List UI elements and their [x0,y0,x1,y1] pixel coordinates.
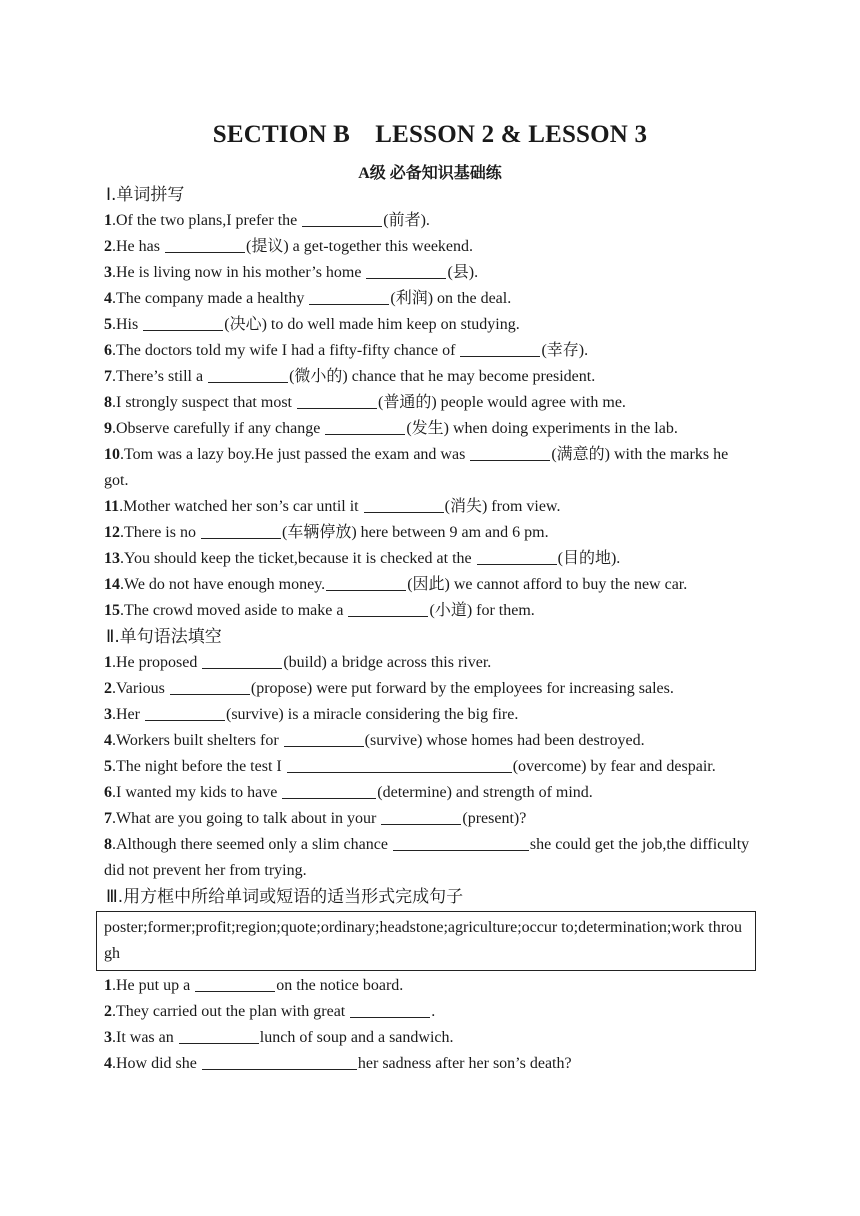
question-number: 2 [104,1003,112,1020]
answer-blank[interactable] [364,496,444,513]
question-number: 13 [104,550,120,567]
question-text: .Workers built shelters for [112,732,283,749]
section-heading-word-box: Ⅲ.用方框中所给单词或短语的适当形式完成句子 [106,887,464,907]
question-item [104,780,756,806]
answer-blank[interactable] [165,236,245,253]
question-text: .He proposed [112,654,202,671]
question-text: .He put up a [112,977,195,994]
answer-blank[interactable] [208,366,288,383]
question-item [104,728,756,754]
question-text: .What are you going to talk about in your [112,810,381,827]
answer-blank[interactable] [302,210,382,227]
answer-blank[interactable] [202,652,282,669]
question-number: 5 [104,316,112,333]
question-text: .How did she [112,1055,201,1072]
question-number: 5 [104,758,112,775]
answer-blank[interactable] [470,444,550,461]
question-number: 8 [104,836,112,853]
question-item [104,1025,756,1051]
question-item [104,546,756,572]
question-text: (发生) when doing experiments in the lab. [406,420,678,437]
question-text: .Her [112,706,144,723]
question-text: .There is no [120,524,200,541]
question-text: .We do not have enough money. [120,576,326,593]
question-item [104,364,756,390]
question-text: lunch of soup and a sandwich. [259,1029,454,1046]
question-item [104,312,756,338]
question-text: .Of the two plans,I prefer the [112,212,302,229]
question-text: (determine) and strength of mind. [377,784,593,801]
question-number: 15 [104,602,120,619]
question-number: 4 [104,1055,112,1072]
answer-blank[interactable] [201,522,281,539]
worksheet-content [104,182,756,1077]
question-number: 3 [104,1029,112,1046]
question-text: .He is living now in his mother’s home [112,264,366,281]
question-item [104,702,756,728]
question-text: (决心) to do well made him keep on studying. [224,316,520,333]
question-text: (propose) were put forward by the employees for increasing sales. [250,680,674,697]
question-text: (present)? [462,810,527,827]
question-number: 2 [104,680,112,697]
question-item [104,260,756,286]
question-number: 4 [104,290,112,307]
question-item [104,390,756,416]
question-number: 1 [104,212,112,229]
question-item [104,650,756,676]
question-number: 3 [104,706,112,723]
question-text: .The doctors told my wife I had a fifty-fifty chance of [112,342,460,359]
question-text: .I wanted my kids to have [112,784,282,801]
answer-blank[interactable] [284,730,364,747]
question-number: 7 [104,810,112,827]
question-number: 9 [104,420,112,437]
question-number: 10 [104,446,120,463]
question-item [104,676,756,702]
question-item [104,598,756,624]
question-item [104,286,756,312]
section-heading-spelling: Ⅰ.单词拼写 [106,185,185,205]
question-item [104,442,756,494]
question-text: .They carried out the plan with great [112,1003,350,1020]
question-text: (车辆停放) here between 9 am and 6 pm. [281,524,549,541]
level-subtitle: A级 必备知识基础练 [358,165,502,182]
question-number: 11 [104,498,120,515]
answer-blank[interactable] [393,834,529,851]
question-text: (前者). [383,212,430,229]
answer-blank[interactable] [326,574,406,591]
question-text: . [431,1003,436,1020]
question-text: (小道) for them. [429,602,535,619]
answer-blank[interactable] [350,1001,430,1018]
answer-blank[interactable] [309,288,389,305]
question-text: .Tom was a lazy boy.He just passed the exam and was [120,446,470,463]
answer-blank[interactable] [145,704,225,721]
section-heading-grammar: Ⅱ.单句语法填空 [106,627,222,647]
answer-blank[interactable] [170,678,250,695]
question-number: 8 [104,394,112,411]
question-text: (普通的) people would agree with me. [377,394,626,411]
question-item [104,999,756,1025]
answer-blank[interactable] [143,314,223,331]
question-number: 1 [104,977,112,994]
question-text: .Mother watched her son’s car until it [119,498,363,515]
question-text: (幸存). [541,342,589,359]
question-item [104,520,756,546]
question-text: .It was an [112,1029,178,1046]
question-item [104,494,756,520]
question-text: .He has [112,238,164,255]
question-item [104,1051,756,1077]
answer-blank[interactable] [287,756,512,773]
question-number: 7 [104,368,112,385]
question-text: (survive) whose homes had been destroyed. [364,732,645,749]
word-box: poster;former;profit;region;quote;ordinary;headstone;agriculture;occur to;determination;work through [96,911,756,971]
question-text: .I strongly suspect that most [112,394,296,411]
question-item [104,338,756,364]
question-number: 6 [104,784,112,801]
question-item [104,234,756,260]
answer-blank[interactable] [381,808,461,825]
question-text: (提议) a get-together this weekend. [245,238,474,255]
answer-blank[interactable] [179,1027,259,1044]
answer-blank[interactable] [297,392,377,409]
answer-blank[interactable] [460,340,540,357]
question-item [104,416,756,442]
question-text: (微小的) chance that he may become president. [289,368,596,385]
question-text: (县). [447,264,479,281]
question-text: (overcome) by fear and despair. [512,758,716,775]
answer-blank[interactable] [195,975,275,992]
question-number: 6 [104,342,112,359]
question-item [104,806,756,832]
answer-blank[interactable] [366,262,446,279]
question-text: .Observe carefully if any change [112,420,325,437]
question-number: 3 [104,264,112,281]
question-item [104,973,756,999]
question-text: her sadness after her son’s death? [357,1055,572,1072]
question-text: (目的地). [557,550,621,567]
question-text: (survive) is a miracle considering the big fire. [225,706,519,723]
question-number: 14 [104,576,120,593]
question-text: .There’s still a [112,368,208,385]
question-number: 4 [104,732,112,749]
question-text: .The night before the test I [112,758,286,775]
question-number: 1 [104,654,112,671]
question-text: .Although there seemed only a slim chance [112,836,392,853]
question-number: 2 [104,238,112,255]
question-text: .The company made a healthy [112,290,309,307]
answer-blank[interactable] [202,1053,357,1070]
question-text: (满意的) with the marks he got. [104,446,729,489]
question-item [104,208,756,234]
answer-blank[interactable] [477,548,557,565]
question-text: on the notice board. [276,977,404,994]
question-text: .His [112,316,143,333]
page-title: SECTION B LESSON 2 & LESSON 3 [212,121,648,148]
question-item [104,832,756,884]
question-item [104,754,756,780]
answer-blank[interactable] [348,600,428,617]
question-number: 12 [104,524,120,541]
question-text: (因此) we cannot afford to buy the new car. [407,576,688,593]
question-text: (利润) on the deal. [390,290,512,307]
question-text: (消失) from view. [444,498,561,515]
answer-blank[interactable] [282,782,376,799]
question-text: .Various [112,680,169,697]
answer-blank[interactable] [325,418,405,435]
question-text: .You should keep the ticket,because it is checked at the [120,550,476,567]
question-text: (build) a bridge across this river. [283,654,492,671]
question-item [104,572,756,598]
question-text: she could get the job,the difficulty did not prevent her from trying. [104,836,750,879]
question-text: .The crowd moved aside to make a [120,602,348,619]
